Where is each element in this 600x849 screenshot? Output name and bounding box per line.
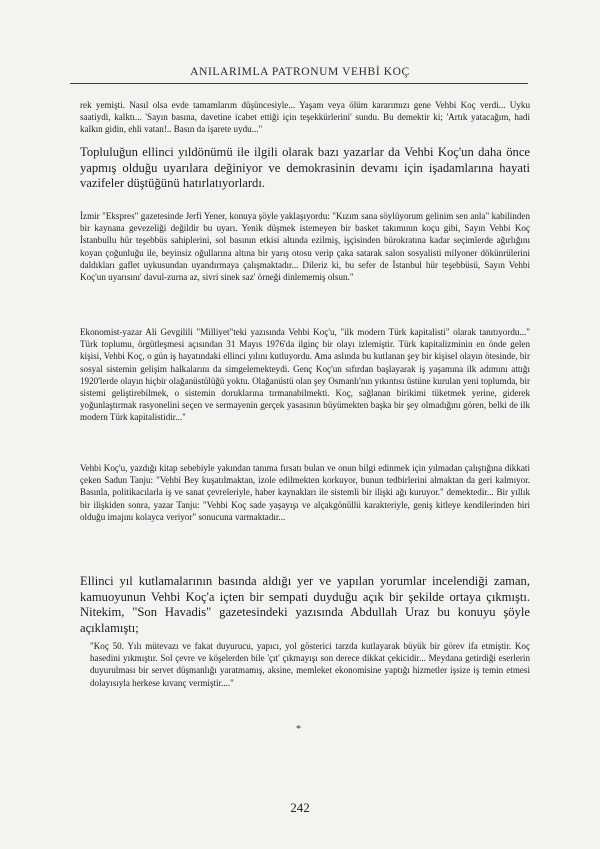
header-rule bbox=[70, 83, 528, 84]
page-number: 242 bbox=[290, 800, 310, 815]
paragraph-jerfi-yener: İzmir "Ekspres" gazetesinde Jerfi Yener, konuya şöyle yaklaşıyordu: "Kızım sana söylüyorum gelinim sen anla" kabilinden bir kaynana gevezeliği değildir bu uyarı. Yenik düşmek istemeyen bir basket takımının koçu gibi, Sayın Vehbi Koç İstanbullu hür teşebbüs sahiplerini, sol basının etkisi altında ezilmiş, işçisinden bürokratına kadar seçimlerde ağırlığını koyan çoğunluğu ile, beyinsiz oğullarına altına bir yarış otosu verip çaka satarak salon sosyalisti milyoner dökünrülerini daldıkları gaflet uykusundan uyandırmaya çalışmaktadır... Dileriz ki, bu sefer de İstanbul hür teşebbüsü, Sayın Vehbi Koç'un uyarısını' davul-zurna az, sivri sinek saz' örneği dinlememiş olsun." bbox=[80, 211, 530, 283]
quote-abdullah-uraz: "Koç 50. Yılı mütevazı ve fakat duyurucu, yapıcı, yol gösterici tarzda kutlayarak büyük bir görev ifa etmiştir. Koç hasedini yıkmıştır. Sol çevre ve köşelerden bile 'çıt' çıkmayışı son derece dikkat çekicidir... Meydana getirdiği eserlerin duyurulması bir servet düşmanlığı yaratmamış, aksine, memleket ekonomisine yaptığı hizmetler işsize iş temin etmesi dolayısıyla herkese kıvanç vermiştir...." bbox=[90, 641, 530, 688]
paragraph-sadun-tanju: Vehbi Koç'u, yazdığı kitap sebebiyle yakından tanıma fırsatı bulan ve onun bilgi edinmek için yılmadan çalıştığına dikkati çeken Sadun Tanju: "Vehbi Bey kuşatılmaktan, izole edilmekten korkuyor, bunun tedbirlerini almaktan da geri kalmıyor. Basınla, politikacılarla iş ve sanat çevreleriyle, haber kaynakları ile sistemli bir ilişki ağı kuruyor." demektedir... Bir yıllık bir ilişkiden sonra, yazar Tanju: "Vehbi Koç sade yaşayışı ve alçakgönüllü karakteriyle, geniş kitleye kendilerinden biri olduğu imajını kolayca veriyor" sonucuna varmaktadır... bbox=[80, 463, 530, 522]
paragraph-fiftieth-year: Ellinci yıl kutlamalarının basında aldığı yer ve yapılan yorumlar incelendiği zaman, kamuoyunun Vehbi Koç'a içten bir sempati duyduğu açık bir şekilde ortaya çıkmıştı. Nitekim, "Son Havadis" gazetesindeki yazısında Abdullah Uraz bu konuyu şöyle açıklamıştı; bbox=[80, 574, 530, 635]
paragraph-continuation: rek yemişti. Nasıl olsa evde tamamlarım düşüncesiyle... Yaşam veya ölüm kararımızı gene Vehbi Koç verdi... Uyku saatiydi, kalktı... 'Sayın basına, davetine icabet ettiği için teşekkürlerini' sundu. Bu demektir ki; 'Artık yatacağım, hadi kalkın gidin, ehli vatan!.. Basın da işarete uydu..." bbox=[80, 100, 530, 135]
paragraph-anniversary-writers: Topluluğun ellinci yıldönümü ile ilgili olarak bazı yazarlar da Vehbi Koç'un daha önce yapmış olduğu uyarılara değiniyor ve demokrasinin devamı için işadamlarına hayati vazifeler düştüğünü hatırlatıyorlardı. bbox=[80, 145, 530, 191]
running-head: ANILARIMLA PATRONUM VEHBİ KOÇ bbox=[190, 66, 410, 78]
paragraph-ali-gevgilili: Ekonomist-yazar Ali Gevgilili "Milliyet"teki yazısında Vehbi Koç'u, "ilk modern Türk kapitalisti" olarak tanıtıyordu..." Türk toplumu, örgütleşmesi açısından 31 Mayıs 1976'da ilginç bir olayı izlemiştir. Türk kapitalizminin en önde gelen kişisi, Vehbi Koç, o gün iş hayatındaki ellinci yılını kutluyordu. Ama aslında bu kutlanan şey bir kişisel olayın ötesinde, bir sosyal sistemin gelişim halkalarını da simgelemekteydi. Genç Koç'un sıfırdan başlayarak iş yaşamına ilk adımını attığı 1920'lerde olayın hiçbir olağanüstülüğü yoktu. Olağanüstü olan şey Osmanlı'nın yıkıntısı üstüne kurulan yeni toplumda, bir sistemi geliştirebilmek, o sistemin doruklarına tırmanabilmekti. Koç, sağlanan birikimi tüketmek yerine, giderek yoğunlaştırmak rasyonelini seçen ve sermayenin gerçek yasasının büyümekten başka bir şey olmadığını gören, belki de ilk modern Türk kapitalistidir..." bbox=[80, 327, 530, 423]
separator-mark: * bbox=[296, 724, 301, 735]
